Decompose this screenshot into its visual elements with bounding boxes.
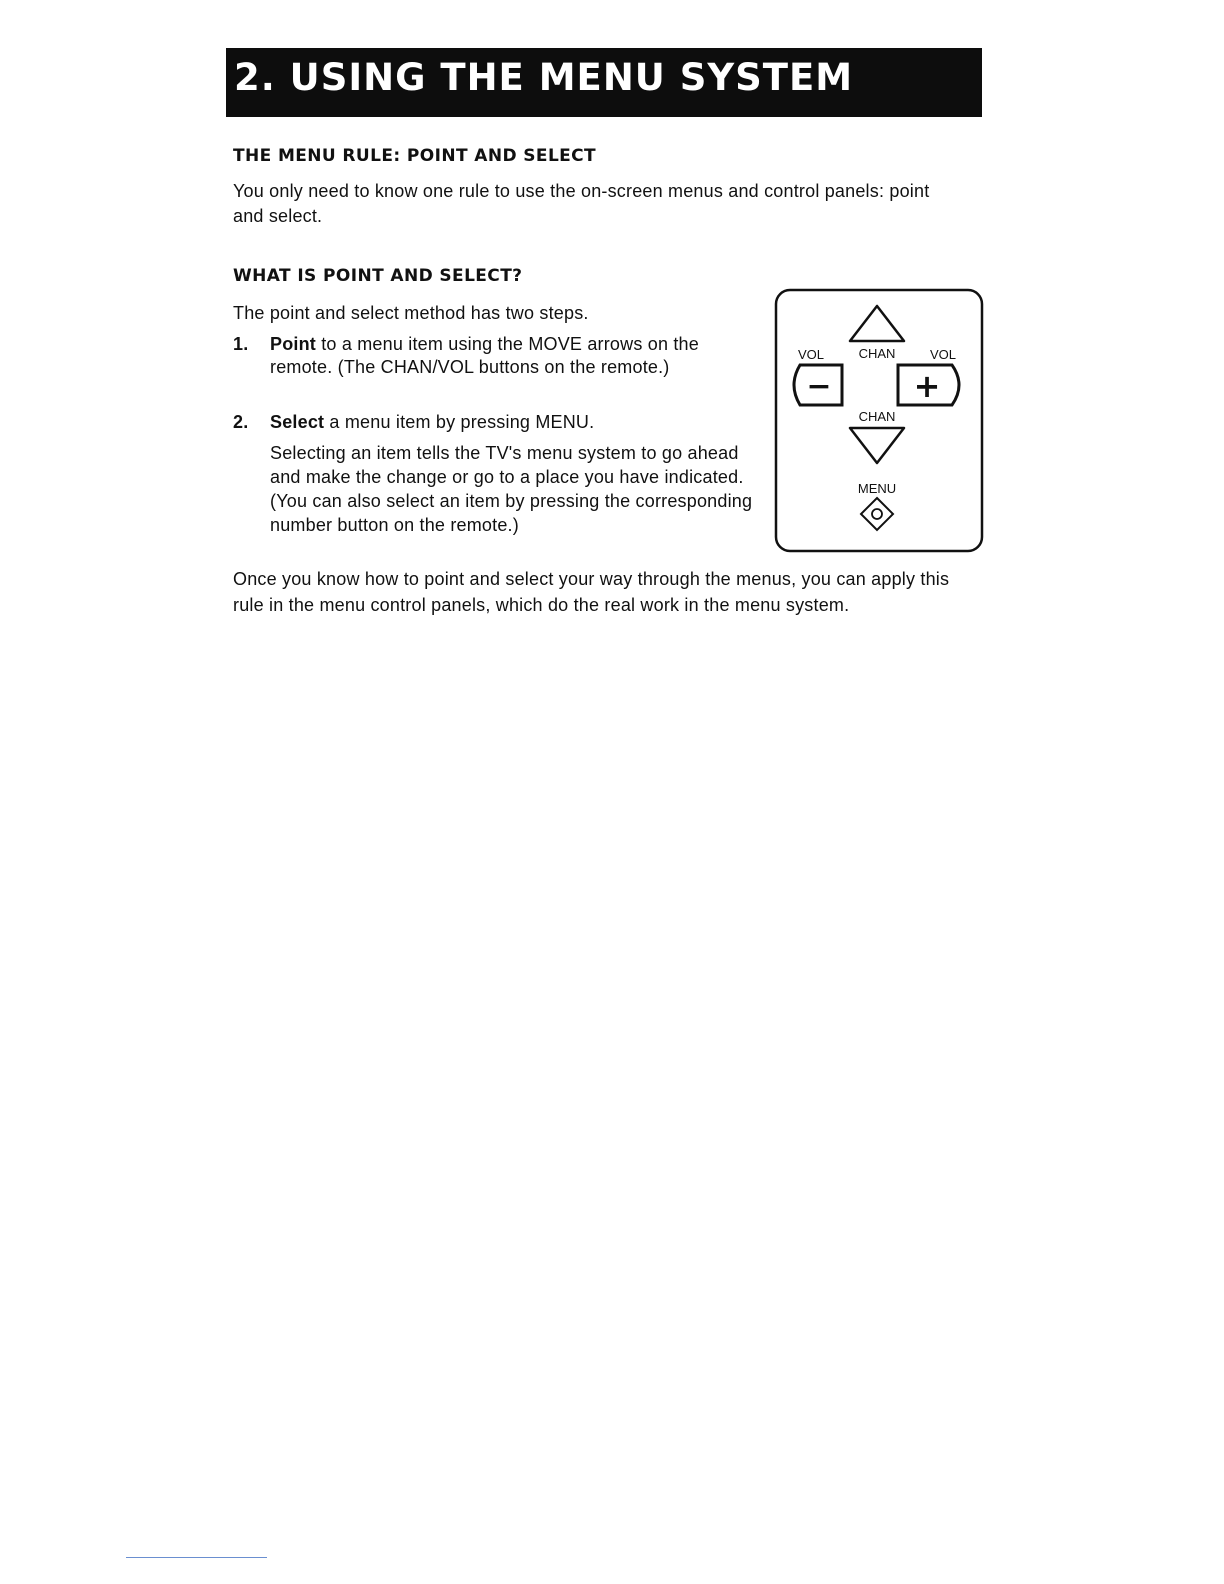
footer-divider bbox=[126, 1557, 267, 1558]
menu-label: MENU bbox=[857, 481, 897, 496]
step-keyword: Point bbox=[270, 334, 316, 354]
step-text: a menu item by pressing MENU. bbox=[324, 412, 595, 432]
steps-intro-paragraph: The point and select method has two steps. bbox=[233, 303, 589, 323]
section-heading-menu-rule: THE MENU RULE: POINT AND SELECT bbox=[233, 146, 597, 166]
chan-down-label: CHAN bbox=[858, 409, 896, 424]
menu-rule-paragraph: You only need to know one rule to use the on-screen menus and control panels: point and select. bbox=[233, 181, 930, 226]
step-text: to a menu item using the MOVE arrows on the remote. (The CHAN/VOL buttons on the remote.) bbox=[270, 334, 699, 377]
chapter-title: 2. USING THE MENU SYSTEM bbox=[234, 56, 854, 99]
select-step-detail: Selecting an item tells the TV's menu system to go ahead and make the change or go to a place you have indicated. (You can also select an item by pressing the corresponding number button on the remote.) bbox=[270, 443, 753, 535]
plus-symbol: + bbox=[913, 367, 941, 405]
section-heading-point-and-select: WHAT IS POINT AND SELECT? bbox=[233, 266, 523, 286]
minus-symbol: − bbox=[806, 369, 832, 404]
remote-buttons-illustration bbox=[774, 288, 984, 553]
step-body bbox=[270, 333, 755, 379]
vol-right-label: VOL bbox=[929, 347, 957, 362]
step-number: 1. bbox=[233, 334, 249, 354]
step-keyword: Select bbox=[270, 412, 325, 432]
step-number: 2. bbox=[233, 412, 249, 432]
step-body bbox=[270, 411, 765, 434]
closing-paragraph: Once you know how to point and select your way through the menus, you can apply this rule in the menu control panels, which do the real work in the menu system. bbox=[233, 569, 950, 615]
vol-left-label: VOL bbox=[797, 347, 825, 362]
chapter-title-bar bbox=[226, 48, 982, 117]
chan-up-label: CHAN bbox=[858, 346, 896, 361]
